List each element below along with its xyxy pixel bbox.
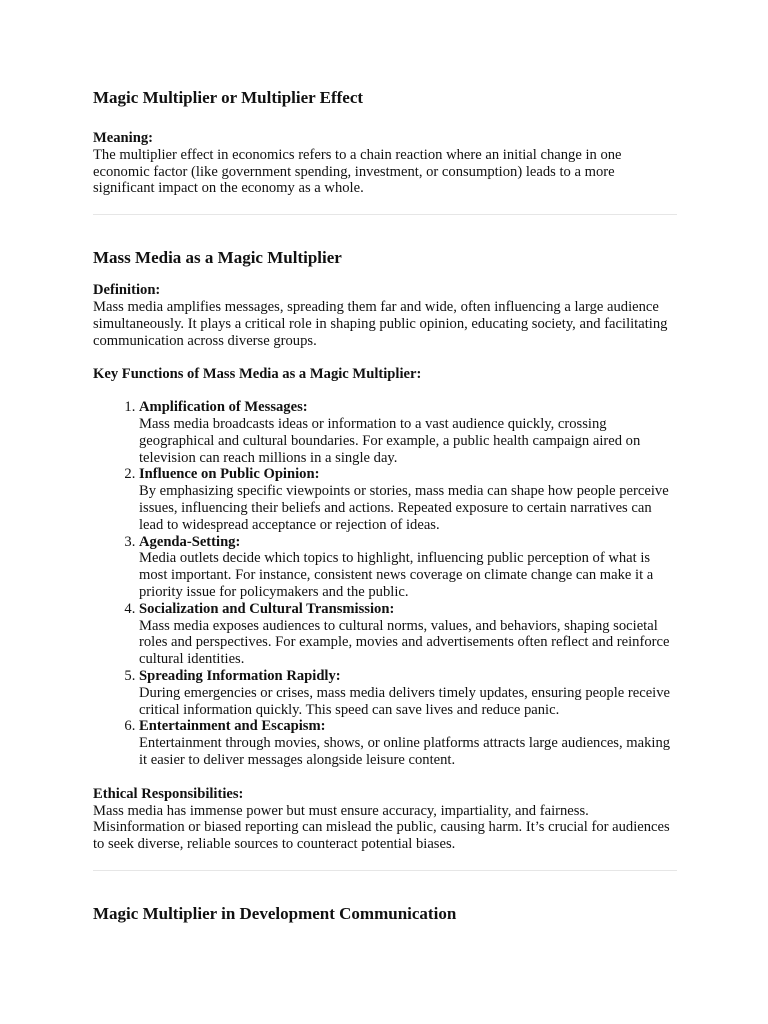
list-item-title: 6. Entertainment and Escapism: — [139, 718, 326, 735]
list-item-text: Mass media exposes audiences to cultural norms, values, and behaviors, shaping societal roles and perspectives. For example, movies and advertisements often reflect and reinforce cultural identities. — [139, 617, 670, 668]
list-item-text: Entertainment through movies, shows, or online platforms attracts large audiences, making it easier to deliver messages alongside leisure content. — [139, 735, 671, 768]
list-item-title: 1. Amplification of Messages: — [139, 399, 308, 416]
list-item-text: Media outlets decide which topics to highlight, influencing public perception of what is most important. For instance, consistent news coverage on climate change can make it a priority issue for policymakers and the public. — [139, 550, 654, 600]
list-item-title: 2. Influence on Public Opinion: — [139, 466, 320, 483]
list-item — [139, 466, 677, 533]
list-item-text: By emphasizing specific viewpoints or stories, mass media can shape how people perceive issues, influencing their beliefs and actions. Repeated exposure to certain narratives can lead to widespread acceptance or rejection of ideas. — [139, 483, 669, 533]
document-page — [93, 88, 677, 924]
list-item — [139, 534, 677, 601]
list-item-title: 4. Socialization and Cultural Transmission: — [139, 600, 395, 617]
definition-label: Definition: — [93, 282, 161, 299]
definition-text: Mass media amplifies messages, spreading them far and wide, often influencing a large audience simultaneously. It plays a critical role in shaping public opinion, educating society, and facilitating communication across diverse groups. — [93, 298, 668, 349]
list-item — [139, 668, 677, 718]
section-title-multiplier-effect: Magic Multiplier or Multiplier Effect — [93, 88, 364, 107]
ethics-text: Mass media has immense power but must ensure accuracy, impartiality, and fairness. Misinformation or biased reporting can mislead the public, causing harm. It’s crucial for audiences to seek diverse, reliable sources to counteract potential biases. — [93, 802, 670, 853]
list-item-text: Mass media broadcasts ideas or information to a vast audience quickly, crossing geographical and cultural boundaries. For example, a public health campaign aired on television can reach millions in a single day. — [139, 415, 641, 466]
section-title-mass-media: Mass Media as a Magic Multiplier — [93, 248, 342, 268]
list-item-title: 5. Spreading Information Rapidly: — [139, 667, 341, 684]
list-item-text: During emergencies or crises, mass media delivers timely updates, ensuring people receive critical information quickly. This speed can save lives and reduce panic. — [139, 684, 671, 718]
list-item — [139, 399, 677, 466]
meaning-text: The multiplier effect in economics refers to a chain reaction where an initial change in one economic factor (like government spending, investment, or consumption) leads to a more significant impact on the economy as a whole. — [93, 146, 622, 197]
section-title-development-communication: Magic Multiplier in Development Communication — [93, 903, 457, 923]
meaning-label: Meaning: — [93, 130, 153, 146]
functions-list — [93, 399, 677, 769]
functions-heading: Key Functions of Mass Media as a Magic Multiplier: — [93, 366, 422, 383]
ethics-label: Ethical Responsibilities: — [93, 785, 244, 802]
list-item-title: 3. Agenda-Setting: — [139, 533, 241, 550]
list-item — [139, 718, 677, 768]
list-item — [139, 601, 677, 668]
